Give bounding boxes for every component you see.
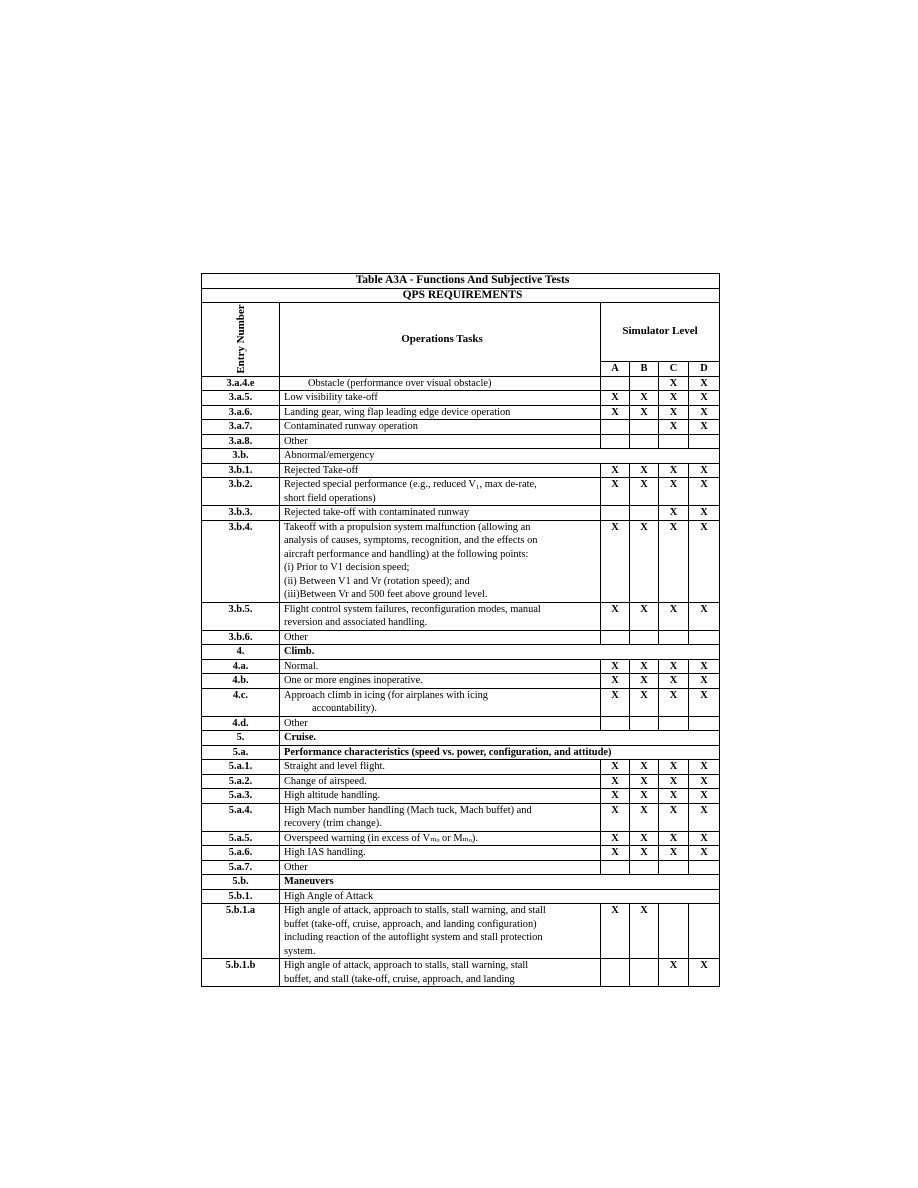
entry-number: 5.b.1.a <box>202 904 280 959</box>
level-c-mark <box>659 860 689 875</box>
table-row <box>202 659 720 674</box>
level-a-mark <box>601 506 630 521</box>
task-line: High IAS handling. <box>284 847 366 858</box>
task-line: Rejected take-off with contaminated runway <box>284 507 470 518</box>
entry-number: 5.a.1. <box>202 760 280 775</box>
level-b-mark: X <box>630 904 659 959</box>
task-line: Normal. <box>284 660 319 672</box>
level-c-mark: X <box>659 760 689 775</box>
entry-number: 4.c. <box>202 688 280 716</box>
operation-task <box>280 449 720 464</box>
task-line: Abnormal/emergency <box>284 450 375 461</box>
entry-number: 3.b.4. <box>202 520 280 602</box>
level-b-mark: X <box>630 463 659 478</box>
level-a-mark: X <box>601 674 630 689</box>
table-row <box>202 630 720 645</box>
level-a-mark: X <box>601 774 630 789</box>
level-d-mark: X <box>689 688 720 716</box>
level-b-mark: X <box>630 405 659 420</box>
table-title: Table A3A - Functions And Subjective Tests <box>202 274 720 289</box>
level-d-mark: X <box>689 405 720 420</box>
level-a-header: A <box>601 362 630 377</box>
operation-task <box>280 391 601 406</box>
task-line: Rejected Take-off <box>284 464 359 476</box>
table-row <box>202 716 720 731</box>
table-row <box>202 904 720 959</box>
task-line: Other <box>284 631 308 643</box>
level-b-mark: X <box>630 774 659 789</box>
level-d-mark <box>689 716 720 731</box>
task-line: Cruise. <box>284 732 317 743</box>
level-d-mark: X <box>689 846 720 861</box>
task-line: Other <box>284 717 308 729</box>
table-row <box>202 463 720 478</box>
level-b-mark: X <box>630 602 659 630</box>
level-a-mark <box>601 376 630 391</box>
operation-task <box>280 630 601 645</box>
level-b-mark: X <box>630 831 659 846</box>
operation-task <box>280 745 720 760</box>
task-line: High altitude handling. <box>284 790 381 801</box>
level-d-mark <box>689 630 720 645</box>
task-line: Takeoff with a propulsion system malfunction (allowing an <box>284 521 531 533</box>
task-line: Approach climb in icing (for airplanes with icing <box>284 689 489 701</box>
level-c-mark: X <box>659 463 689 478</box>
level-a-mark: X <box>601 803 630 831</box>
level-d-mark: X <box>689 478 720 506</box>
entry-number: 3.a.5. <box>202 391 280 406</box>
level-d-mark: X <box>689 760 720 775</box>
level-a-mark: X <box>601 789 630 804</box>
entry-number-header <box>202 303 280 377</box>
level-a-mark: X <box>601 831 630 846</box>
level-d-mark: X <box>689 602 720 630</box>
table-row <box>202 803 720 831</box>
operation-task <box>280 420 601 435</box>
level-c-header: C <box>659 362 689 377</box>
level-c-mark: X <box>659 520 689 602</box>
operation-task <box>280 846 601 861</box>
entry-number: 4.b. <box>202 674 280 689</box>
task-line: aircraft performance and handling) at the following points: <box>284 548 529 560</box>
level-a-mark: X <box>601 760 630 775</box>
task-line: Maneuvers <box>284 876 334 887</box>
entry-number: 4. <box>202 645 280 660</box>
task-line: Climb. <box>284 646 315 657</box>
task-line: High angle of attack, approach to stalls, stall warning, and stall <box>284 905 546 916</box>
task-line: Obstacle (performance over visual obstacle) <box>308 377 492 389</box>
simulator-level-header: Simulator Level <box>601 303 720 362</box>
entry-number: 5.a.5. <box>202 831 280 846</box>
level-d-mark: X <box>689 659 720 674</box>
functions-subjective-tests-table <box>201 273 720 987</box>
task-line: system. <box>284 945 316 957</box>
entry-number: 5.b.1. <box>202 889 280 904</box>
entry-number: 3.a.8. <box>202 434 280 449</box>
operation-task <box>280 520 601 602</box>
task-line: Performance characteristics (speed vs. power, configuration, and attitude) <box>284 746 612 758</box>
task-line: accountability). <box>312 703 377 714</box>
table-row <box>202 449 720 464</box>
level-b-mark: X <box>630 688 659 716</box>
level-c-mark: X <box>659 420 689 435</box>
task-line: Other <box>284 435 308 447</box>
level-d-mark: X <box>689 674 720 689</box>
entry-number: 3.b. <box>202 449 280 464</box>
operation-task <box>280 875 720 890</box>
level-c-mark: X <box>659 405 689 420</box>
entry-number: 5.a.3. <box>202 789 280 804</box>
level-a-mark <box>601 716 630 731</box>
level-d-mark: X <box>689 376 720 391</box>
entry-number: 5. <box>202 731 280 746</box>
level-a-mark: X <box>601 846 630 861</box>
level-c-mark: X <box>659 674 689 689</box>
task-line: Contaminated runway operation <box>284 421 418 432</box>
level-d-mark: X <box>689 391 720 406</box>
task-line: buffet (take-off, cruise, approach, and landing configuration) <box>284 918 537 930</box>
task-line: Low visibility take-off <box>284 392 378 403</box>
level-a-mark: X <box>601 904 630 959</box>
table-row <box>202 420 720 435</box>
operation-task <box>280 860 601 875</box>
table-row <box>202 602 720 630</box>
level-c-mark: X <box>659 478 689 506</box>
entry-number: 3.b.3. <box>202 506 280 521</box>
level-b-mark: X <box>630 760 659 775</box>
operation-task <box>280 889 720 904</box>
operation-task <box>280 716 601 731</box>
entry-number: 3.a.7. <box>202 420 280 435</box>
operation-task <box>280 405 601 420</box>
level-c-mark: X <box>659 602 689 630</box>
level-b-header: B <box>630 362 659 377</box>
level-a-mark: X <box>601 688 630 716</box>
level-b-mark: X <box>630 391 659 406</box>
entry-number: 3.b.2. <box>202 478 280 506</box>
level-d-mark: X <box>689 520 720 602</box>
level-c-mark: X <box>659 774 689 789</box>
level-a-mark: X <box>601 659 630 674</box>
entry-number: 5.a.2. <box>202 774 280 789</box>
level-c-mark: X <box>659 659 689 674</box>
operation-task <box>280 731 720 746</box>
table-row <box>202 745 720 760</box>
level-a-mark: X <box>601 463 630 478</box>
level-d-mark: X <box>689 506 720 521</box>
level-d-mark: X <box>689 789 720 804</box>
entry-number: 5.a.4. <box>202 803 280 831</box>
table-row <box>202 959 720 987</box>
task-line: recovery (trim change). <box>284 818 382 829</box>
table-row <box>202 674 720 689</box>
task-line: Straight and level flight. <box>284 761 385 772</box>
entry-number: 3.a.6. <box>202 405 280 420</box>
level-d-mark: X <box>689 463 720 478</box>
operation-task <box>280 789 601 804</box>
task-line: Overspeed warning (in excess of Vₘₒ or Mₘₒ). <box>284 832 478 844</box>
entry-number: 5.a.7. <box>202 860 280 875</box>
table-row <box>202 506 720 521</box>
level-a-mark <box>601 420 630 435</box>
task-line: Other <box>284 861 308 873</box>
table-row <box>202 860 720 875</box>
level-c-mark: X <box>659 376 689 391</box>
operation-task <box>280 904 601 959</box>
table-row <box>202 774 720 789</box>
entry-number: 5.b.1.b <box>202 959 280 987</box>
operations-tasks-header: Operations Tasks <box>280 303 601 377</box>
operation-task <box>280 760 601 775</box>
task-line: buffet, and stall (take-off, cruise, approach, and landing <box>284 973 515 985</box>
level-b-mark: X <box>630 803 659 831</box>
level-a-mark: X <box>601 478 630 506</box>
table-row <box>202 376 720 391</box>
level-b-mark: X <box>630 674 659 689</box>
task-line: High angle of attack, approach to stalls, stall warning, stall <box>284 960 529 971</box>
operation-task <box>280 774 601 789</box>
entry-number: 3.b.5. <box>202 602 280 630</box>
table-row <box>202 520 720 602</box>
operation-task <box>280 803 601 831</box>
level-c-mark: X <box>659 391 689 406</box>
level-b-mark <box>630 860 659 875</box>
task-line: (ii) Between V1 and Vr (rotation speed); and <box>284 575 470 587</box>
level-d-mark <box>689 860 720 875</box>
table-subtitle-row <box>202 288 720 303</box>
level-d-mark <box>689 904 720 959</box>
level-b-mark: X <box>630 659 659 674</box>
level-b-mark <box>630 420 659 435</box>
level-b-mark: X <box>630 846 659 861</box>
level-d-mark: X <box>689 803 720 831</box>
table-row <box>202 391 720 406</box>
level-d-mark: X <box>689 420 720 435</box>
table-row <box>202 889 720 904</box>
level-c-mark: X <box>659 688 689 716</box>
level-c-mark <box>659 434 689 449</box>
operation-task <box>280 959 601 987</box>
table-row <box>202 760 720 775</box>
level-c-mark: X <box>659 831 689 846</box>
level-b-mark <box>630 376 659 391</box>
header-row <box>202 303 720 362</box>
operation-task <box>280 434 601 449</box>
level-a-mark: X <box>601 391 630 406</box>
entry-number: 3.b.6. <box>202 630 280 645</box>
level-b-mark <box>630 716 659 731</box>
level-c-mark <box>659 904 689 959</box>
entry-number: 4.a. <box>202 659 280 674</box>
task-line: Rejected special performance (e.g., reduced V₁, max de-rate, <box>284 479 537 490</box>
table-row <box>202 434 720 449</box>
level-d-mark: X <box>689 774 720 789</box>
task-line: reversion and associated handling. <box>284 617 428 628</box>
entry-number: 3.a.4.e <box>202 376 280 391</box>
level-a-mark <box>601 959 630 987</box>
level-a-mark <box>601 860 630 875</box>
operation-task <box>280 674 601 689</box>
level-b-mark <box>630 506 659 521</box>
level-a-mark: X <box>601 520 630 602</box>
entry-number: 4.d. <box>202 716 280 731</box>
operation-task <box>280 688 601 716</box>
level-b-mark: X <box>630 789 659 804</box>
entry-number: 5.b. <box>202 875 280 890</box>
task-line: High Mach number handling (Mach tuck, Mach buffet) and <box>284 804 532 816</box>
task-line: High Angle of Attack <box>284 890 374 902</box>
level-d-mark: X <box>689 831 720 846</box>
task-line: Change of airspeed. <box>284 775 367 787</box>
level-a-mark <box>601 434 630 449</box>
level-c-mark: X <box>659 959 689 987</box>
level-b-mark <box>630 959 659 987</box>
level-c-mark: X <box>659 506 689 521</box>
table-row <box>202 688 720 716</box>
level-c-mark: X <box>659 846 689 861</box>
level-d-mark <box>689 434 720 449</box>
operation-task <box>280 645 720 660</box>
task-line: including reaction of the autoflight system and stall protection <box>284 932 543 943</box>
level-d-header: D <box>689 362 720 377</box>
level-c-mark <box>659 716 689 731</box>
table-row <box>202 875 720 890</box>
task-line: One or more engines inoperative. <box>284 675 423 686</box>
task-line: (i) Prior to V1 decision speed; <box>284 562 410 573</box>
entry-number: 5.a. <box>202 745 280 760</box>
task-line: Flight control system failures, reconfiguration modes, manual <box>284 603 541 615</box>
table-row <box>202 789 720 804</box>
table-row <box>202 645 720 660</box>
level-b-mark: X <box>630 520 659 602</box>
level-a-mark <box>601 630 630 645</box>
task-line: Landing gear, wing flap leading edge device operation <box>284 406 511 418</box>
level-b-mark <box>630 630 659 645</box>
entry-number: 5.a.6. <box>202 846 280 861</box>
table-row <box>202 831 720 846</box>
operation-task <box>280 506 601 521</box>
task-line: analysis of causes, symptoms, recognition, and the effects on <box>284 535 538 546</box>
operation-task <box>280 463 601 478</box>
operation-task <box>280 831 601 846</box>
entry-number-label: Entry Number <box>234 304 247 374</box>
table-row <box>202 731 720 746</box>
task-line: short field operations) <box>284 492 376 504</box>
operation-task <box>280 602 601 630</box>
operation-task <box>280 659 601 674</box>
entry-number: 3.b.1. <box>202 463 280 478</box>
table-row <box>202 478 720 506</box>
level-d-mark: X <box>689 959 720 987</box>
table-row <box>202 846 720 861</box>
level-a-mark: X <box>601 602 630 630</box>
operation-task <box>280 376 601 391</box>
table-caption-row <box>202 274 720 289</box>
table-subtitle: QPS REQUIREMENTS <box>202 288 720 303</box>
level-c-mark: X <box>659 803 689 831</box>
level-b-mark <box>630 434 659 449</box>
level-c-mark: X <box>659 789 689 804</box>
level-a-mark: X <box>601 405 630 420</box>
level-b-mark: X <box>630 478 659 506</box>
table-row <box>202 405 720 420</box>
level-c-mark <box>659 630 689 645</box>
task-line: (iii)Between Vr and 500 feet above ground level. <box>284 589 488 600</box>
operation-task <box>280 478 601 506</box>
